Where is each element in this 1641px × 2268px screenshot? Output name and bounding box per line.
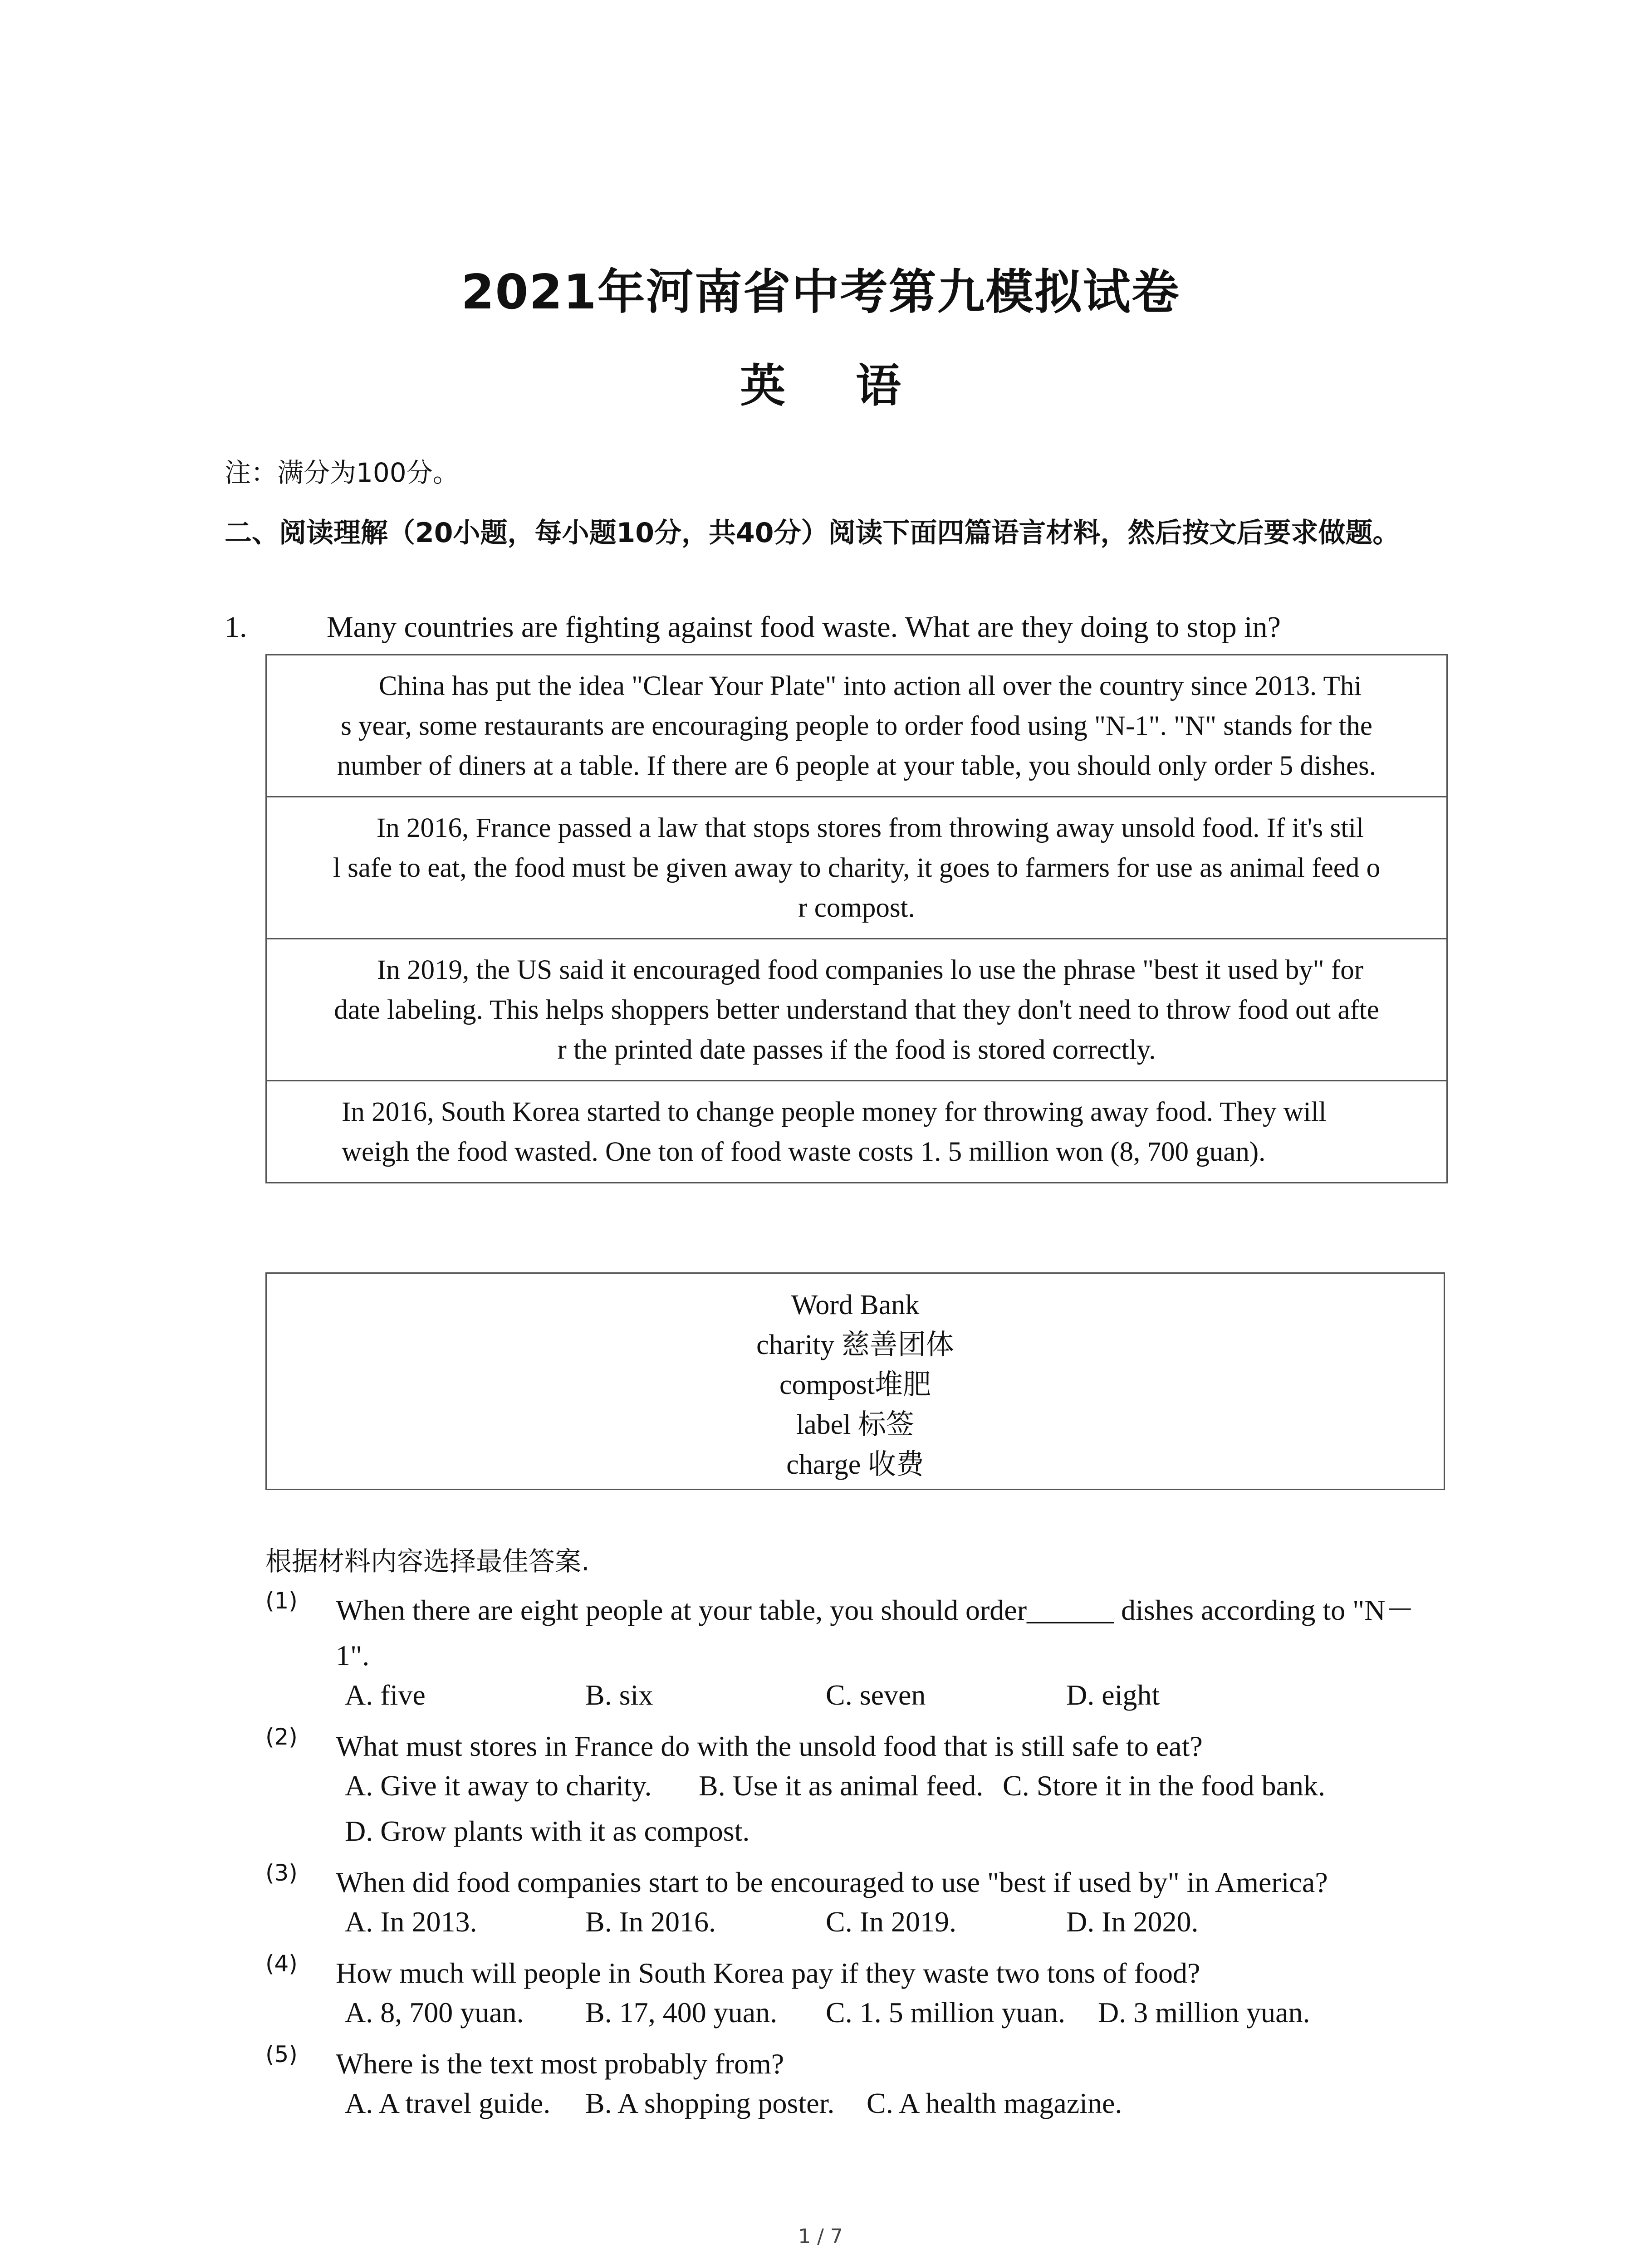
- instruction-text: 根据材料内容选择最佳答案.: [265, 1546, 590, 1577]
- sub-question-text: How much will people in South Korea pay if they waste two tons of food?: [336, 1957, 1200, 1989]
- passage-table: [265, 654, 1448, 1183]
- option-c: C. Store it in the food bank.: [1003, 1769, 1326, 1802]
- passage-line: In 2019, the US said it encouraged food companies lo use the phrase "best it used by" for: [377, 955, 1364, 985]
- passage-line: number of diners at a table. If there are 6 people at your table, you should only order 5 dishes.: [337, 751, 1376, 781]
- passage-us: [267, 938, 1446, 1080]
- sub-question-number: (3): [265, 1860, 298, 1886]
- option-d: D. Grow plants with it as compost.: [345, 1815, 750, 1847]
- question-prompt: Many countries are fighting against food waste. What are they doing to stop in?: [327, 611, 1281, 644]
- question-number: 1.: [225, 611, 247, 644]
- subject-title: 英 语: [740, 359, 928, 412]
- passage-line: r the printed date passes if the food is stored correctly.: [557, 1035, 1156, 1065]
- option-d: D. 3 million yuan.: [1098, 1996, 1310, 2028]
- passage-line: r compost.: [798, 893, 915, 923]
- passage-line: China has put the idea "Clear Your Plate" into action all over the country since 2013. Thi: [378, 671, 1362, 701]
- passage-line: weigh the food wasted. One ton of food waste costs 1. 5 million won (8, 700 guan).: [342, 1137, 1266, 1167]
- option-b: B. six: [585, 1679, 653, 1711]
- word-bank-entry: compost堆肥: [779, 1369, 931, 1400]
- word-bank: [265, 1272, 1445, 1490]
- sub-question-text: What must stores in France do with the unsold food that is still safe to eat?: [336, 1730, 1203, 1762]
- option-d: D. eight: [1066, 1679, 1160, 1711]
- option-a: A. Give it away to charity.: [345, 1769, 652, 1802]
- option-b: B. 17, 400 yuan.: [585, 1996, 778, 2028]
- passage-line: In 2016, South Korea started to change people money for throwing away food. They will: [342, 1097, 1327, 1127]
- word-bank-entry: label 标签: [796, 1409, 914, 1440]
- sub-question-number: (2): [265, 1724, 298, 1750]
- option-a: A. In 2013.: [345, 1906, 477, 1938]
- option-a: A. A travel guide.: [345, 2087, 551, 2119]
- option-a: A. five: [345, 1679, 426, 1711]
- sub-question-text: Where is the text most probably from?: [336, 2048, 784, 2080]
- score-note: 注：满分为100分。: [225, 457, 459, 488]
- page-number: 1 / 7: [798, 2225, 843, 2248]
- sub-question-text: When did food companies start to be encouraged to use "best if used by" in America?: [336, 1866, 1328, 1898]
- option-b: B. In 2016.: [585, 1906, 716, 1938]
- passage-line: date labeling. This helps shoppers better understand that they don't need to throw food out afte: [334, 995, 1379, 1025]
- section-heading: 二、阅读理解（20小题，每小题10分，共40分）阅读下面四篇语言材料，然后按文后要求做题。: [225, 517, 1400, 549]
- sub-question-number: (4): [265, 1950, 298, 1977]
- option-c: C. A health magazine.: [867, 2087, 1122, 2119]
- option-c: C. 1. 5 million yuan.: [826, 1996, 1065, 2028]
- passage-line: l safe to eat, the food must be given away to charity, it goes to farmers for use as animal feed o: [333, 853, 1381, 883]
- word-bank-entry: charity 慈善团体: [756, 1330, 954, 1360]
- option-a: A. 8, 700 yuan.: [345, 1996, 524, 2028]
- word-bank-entry: charge 收费: [786, 1449, 924, 1480]
- sub-question-number: (1): [265, 1588, 298, 1614]
- option-d: D. In 2020.: [1066, 1906, 1199, 1938]
- sub-question-text: When there are eight people at your table, you should order______ dishes according to "N－1".: [336, 1594, 1415, 1672]
- option-c: C. In 2019.: [826, 1906, 956, 1938]
- passage-france: [267, 796, 1446, 938]
- word-bank-title: Word Bank: [791, 1290, 920, 1320]
- exam-title: 2021年河南省中考第九模拟试卷: [461, 264, 1180, 320]
- sub-question-number: (5): [265, 2041, 298, 2068]
- option-c: C. seven: [826, 1679, 926, 1711]
- passage-line: s year, some restaurants are encouraging people to order food using "N-1". "N" stands for the: [341, 711, 1372, 741]
- passage-south-korea: [267, 1080, 1446, 1182]
- passage-china: [267, 655, 1446, 796]
- option-b: B. Use it as animal feed.: [699, 1769, 984, 1802]
- passage-line: In 2016, France passed a law that stops stores from throwing away unsold food. If it's stil: [376, 813, 1364, 843]
- option-b: B. A shopping poster.: [585, 2087, 835, 2119]
